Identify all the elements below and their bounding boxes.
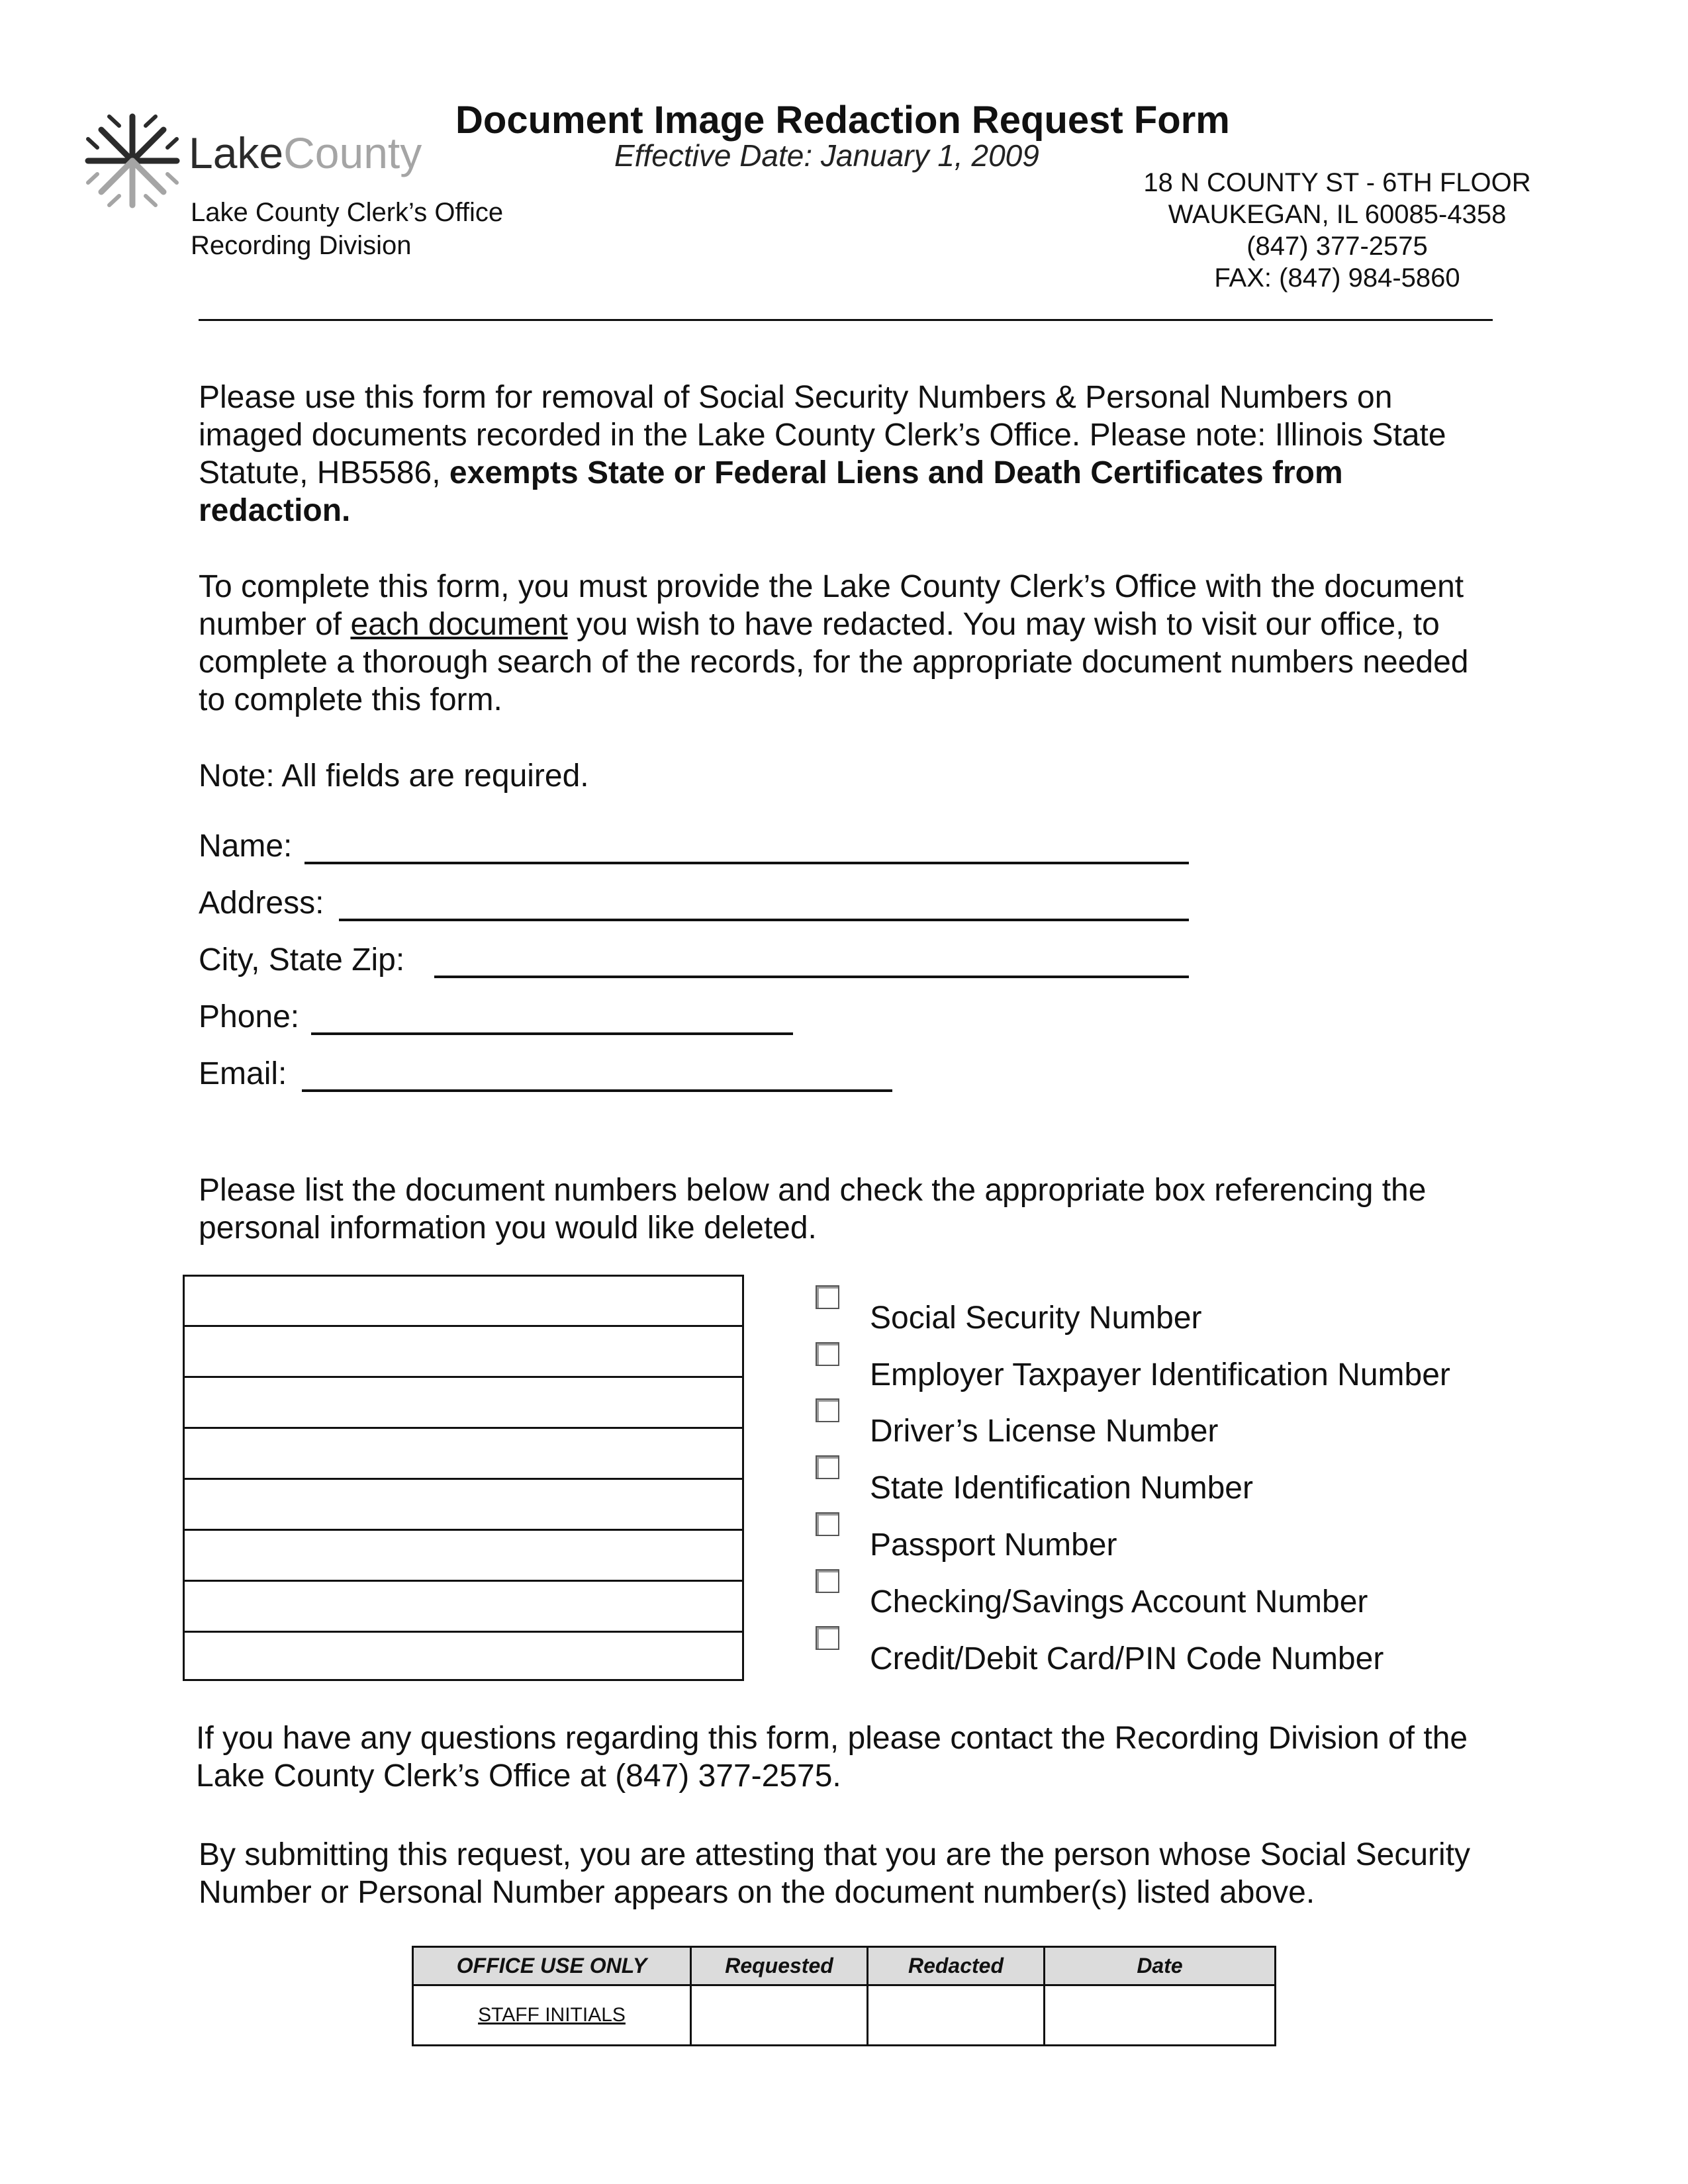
document-number-row-divider bbox=[185, 1478, 742, 1480]
questions-paragraph: If you have any questions regarding this form, please contact the Recording Division of the Lake County Clerk’s Office at (847) 377-2575. bbox=[196, 1721, 1468, 1794]
intro-text: Please use this form for removal of Social Security Numbers & Personal Numbers on imaged documents recorded in the Lake County Clerk’s Office. Please note: Illinois State Statute, HB5586, bbox=[199, 380, 1446, 490]
address-line: WAUKEGAN, IL 60085-4358 bbox=[1168, 200, 1507, 229]
division-name: Recording Division bbox=[191, 231, 412, 260]
document-number-row-divider bbox=[185, 1427, 742, 1429]
address-line: (847) 377-2575 bbox=[1246, 232, 1428, 261]
document-number-row-divider bbox=[185, 1376, 742, 1378]
office-use-row bbox=[413, 1985, 1276, 2046]
form-title: Document Image Redaction Request Form bbox=[455, 99, 1230, 142]
checkbox-employer-taxpayer-id[interactable] bbox=[816, 1341, 1530, 1396]
intro-paragraph bbox=[199, 379, 1496, 529]
intro-bold-text: exempts State or Federal Liens and Death Certificates from redaction. bbox=[199, 455, 1343, 528]
office-use-table bbox=[412, 1946, 1276, 2046]
instructions-underlined-text: each document bbox=[350, 607, 568, 642]
office-use-header-row bbox=[413, 1947, 1276, 1985]
phone-field[interactable] bbox=[199, 997, 794, 1043]
checkbox-label: Passport Number bbox=[870, 1527, 1117, 1563]
logo-lake-text: Lake bbox=[189, 128, 284, 177]
office-block bbox=[191, 196, 503, 262]
name-field[interactable] bbox=[199, 826, 1192, 872]
document-number-row-divider bbox=[185, 1529, 742, 1531]
staff-initials-label: STAFF INITIALS bbox=[478, 2004, 626, 2026]
logo-county-text: County bbox=[283, 128, 422, 177]
checkbox-icon[interactable] bbox=[816, 1569, 839, 1593]
document-number-row-divider bbox=[185, 1580, 742, 1582]
address-line: FAX: (847) 984-5860 bbox=[1214, 263, 1460, 293]
snowflake-star-icon bbox=[83, 111, 182, 210]
checkbox-label: Checking/Savings Account Number bbox=[870, 1584, 1368, 1619]
document-number-row-divider bbox=[185, 1325, 742, 1327]
checkbox-label: Credit/Debit Card/PIN Code Number bbox=[870, 1641, 1384, 1676]
checkbox-icon[interactable] bbox=[816, 1626, 839, 1650]
city-state-zip-field[interactable] bbox=[199, 940, 1192, 986]
office-address bbox=[1092, 167, 1582, 294]
checkbox-label: Employer Taxpayer Identification Number bbox=[870, 1357, 1450, 1392]
requested-header: Requested bbox=[691, 1947, 868, 1985]
phone-line[interactable] bbox=[311, 1032, 793, 1035]
checkbox-icon[interactable] bbox=[816, 1512, 839, 1536]
attestation-paragraph: By submitting this request, you are attesting that you are the person whose Social Security Number or Personal Number appears on the document number(s) listed above. bbox=[199, 1837, 1471, 1910]
address-label: Address: bbox=[199, 886, 324, 921]
checkbox-icon[interactable] bbox=[816, 1285, 839, 1309]
checkbox-state-id[interactable] bbox=[816, 1454, 1530, 1510]
name-line[interactable] bbox=[305, 862, 1189, 864]
date-header: Date bbox=[1045, 1947, 1276, 1985]
redacted-cell bbox=[868, 1985, 1045, 2046]
office-use-header: OFFICE USE ONLY bbox=[413, 1947, 691, 1985]
staff-initials-cell bbox=[413, 1985, 691, 2046]
checkbox-icon[interactable] bbox=[816, 1342, 839, 1366]
email-line[interactable] bbox=[302, 1089, 892, 1092]
effective-date: Effective Date: January 1, 2009 bbox=[614, 138, 1039, 173]
checkbox-passport[interactable] bbox=[816, 1511, 1530, 1567]
checkbox-label: Social Security Number bbox=[870, 1300, 1202, 1336]
name-label: Name: bbox=[199, 829, 293, 864]
address-line-input[interactable] bbox=[339, 919, 1189, 921]
checkbox-label: Driver’s License Number bbox=[870, 1414, 1219, 1449]
document-number-row-divider bbox=[185, 1631, 742, 1633]
date-cell bbox=[1045, 1985, 1276, 2046]
redacted-header: Redacted bbox=[868, 1947, 1045, 1985]
city-state-zip-label: City, State Zip: bbox=[199, 942, 405, 978]
office-name: Lake County Clerk’s Office bbox=[191, 198, 504, 227]
address-line: 18 N COUNTY ST - 6TH FLOOR bbox=[1143, 168, 1531, 197]
checkbox-credit-debit-pin[interactable] bbox=[816, 1625, 1530, 1680]
document-numbers-box bbox=[183, 1275, 744, 1681]
checkbox-ssn[interactable] bbox=[816, 1284, 1530, 1340]
list-instructions: Please list the document numbers below and check the appropriate box referencing the personal information you would like deleted. bbox=[199, 1173, 1427, 1246]
required-note: Note: All fields are required. bbox=[199, 758, 589, 794]
checkbox-drivers-license[interactable] bbox=[816, 1397, 1530, 1453]
address-field[interactable] bbox=[199, 883, 1192, 929]
email-label: Email: bbox=[199, 1056, 287, 1091]
checkbox-checking-savings[interactable] bbox=[816, 1568, 1530, 1623]
email-field[interactable] bbox=[199, 1054, 894, 1100]
checkbox-icon[interactable] bbox=[816, 1455, 839, 1479]
instructions-text-end: you wish to have redacted. You may wish to visit our office, to complete a thorough search of the records, for the appropriate document numbers needed to complete this form. bbox=[199, 607, 1469, 717]
header-divider bbox=[199, 319, 1493, 321]
instructions-paragraph bbox=[199, 568, 1496, 719]
checkbox-label: State Identification Number bbox=[870, 1471, 1253, 1506]
logo-wordmark bbox=[189, 128, 422, 177]
phone-label: Phone: bbox=[199, 999, 300, 1034]
instructions-text: To complete this form, you must provide the Lake County Clerk’s Office with the document number of bbox=[199, 569, 1464, 642]
requested-cell bbox=[691, 1985, 868, 2046]
checkbox-icon[interactable] bbox=[816, 1398, 839, 1422]
city-state-zip-line[interactable] bbox=[434, 976, 1189, 978]
